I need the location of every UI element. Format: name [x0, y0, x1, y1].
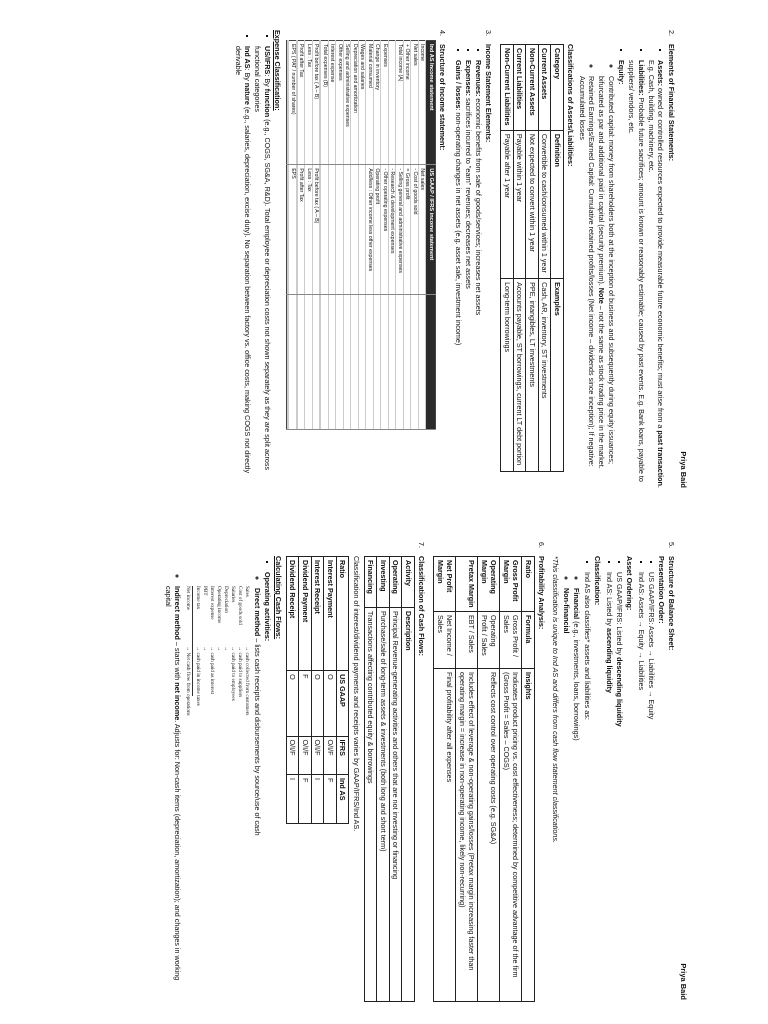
expenses-item: ▪ Expenses: sacrifices incurred to "earn" revenues; decreases net assets — [464, 60, 474, 490]
direct-method-flow — [184, 586, 250, 1002]
table-row: Current Liabilities Payable within 1 year Accounts payable, ST borrowings, current LT debt portion — [514, 45, 527, 472]
table-row: Gross Profit Margin Gross Profit / Sales Indicates product pricing vs. cost effectiveness; determined by competitive advantage of the firm (Gross Profit = Sales – COGS) — [500, 557, 522, 1002]
table-row: Material consumed Add/less : Other income less other expenses — [366, 41, 374, 430]
calculating-cash-flows-title: Calculating Cash Flows: — [274, 556, 283, 640]
table-row: Interest Payment O O/I/F F — [324, 557, 337, 824]
flow-row: PBT → — [202, 586, 209, 652]
table-header: Ind AS Income statement — [426, 41, 436, 165]
table-row: Income Net sales — [418, 41, 426, 430]
table-header: Ratio — [522, 557, 535, 612]
section-number: 7. — [417, 542, 427, 548]
table-row — [296, 41, 297, 430]
ind-as-item: ▪ Ind AS: By nature (e.g., salaries, depreciation, excise duty). No separation between factory vs. office costs, making COGS not directly derivable — [233, 46, 252, 490]
table-row: Total expenses (B) — [321, 41, 329, 430]
asset-liability-table — [501, 44, 565, 472]
table-row — [287, 41, 288, 430]
section-income-structure — [438, 30, 448, 490]
table-row: Total income (A) - Selling general and administrative expenses — [396, 41, 404, 430]
flow-row: Interest expense → cash paid as interest — [209, 586, 216, 695]
section-number: 6. — [537, 542, 547, 548]
list-item: ▪ Ind AS: Listed by ascending liquidity — [605, 572, 615, 1002]
table-header: Category — [551, 45, 564, 131]
table-row: Operating Margin Operating Profit / Sales Reflects cost control over operating costs (e.g. SG&A) — [478, 557, 500, 1002]
flow-row: Sales → cash collected from customers — [244, 586, 251, 716]
section-elements — [498, 30, 677, 490]
section-title: Income Statement Elements: — [484, 44, 494, 143]
table-row: Net Profit Margin Net Income / Sales Final profitability after all expenses — [434, 557, 456, 1002]
table-row: Current Assets Convertible to cash/consumed within 1 year Cash, AR, inventory, ST investments — [539, 45, 552, 472]
classification-note: *This classification is unique to Ind AS and differs from cash flow statement classifications. — [551, 556, 560, 843]
list-item: ▪ Ind AS also classifies* assets and liabilities as: ◦ Financial (e.g., investments, loans, borrowings) ◦ Non-financial — [562, 572, 592, 1002]
section-profitability — [431, 542, 547, 1002]
author-name: Priya Baid — [679, 451, 688, 488]
table-header: Activity — [402, 557, 415, 608]
section-title: Profitability Analysis: — [537, 556, 547, 630]
revenues-item: ▪ Revenues: economic benefits from sale of goods/services; increases net assets — [474, 60, 484, 490]
income-statement-table — [286, 40, 436, 430]
table-row — [320, 41, 321, 430]
table-row: Investing Purchase/sale of long-term assets & investments (both long and short term) — [377, 557, 390, 1002]
table-row: Less : Tax Less : Tax — [305, 41, 313, 430]
table-header: Definition — [551, 130, 564, 278]
dividend-intro: Classification of interest/dividend payments and receipts varies by GAAP/IFRS/Ind AS. — [352, 556, 361, 832]
table-row: Depreciation and amortization — [351, 41, 359, 430]
us-ifrs-item: ▪ US/IFRS: By function (e.g., COGS, SG&A, R&D). Total employee or depreciation costs not shown separately as they are split across functional categories — [253, 46, 272, 490]
liabilities-item: ▪ Liabilities: Probable future sacrifices; amount is known or reasonably estimable; caused by past events. E.g. Bank loans, payable to suppliers/ vendors, etc. — [627, 60, 646, 490]
equity-contributed: ◦ Contributed capital: money from shareholders both at the inception of business and subsequently during equity issuances; bifurcated as par and additional paid in capital (security premium). Note – not the same as stock trading price in the market. — [597, 76, 616, 490]
table-row: EPS ( PAT / number of shares) EPS — [289, 41, 297, 430]
table-row: Wages and salaries — [358, 41, 366, 430]
table-header: US GAAP / IFRS income statement — [426, 165, 436, 295]
table-row: Change in inventory Operating profit — [373, 41, 381, 430]
equity-retained: ◦ Retained Earnings/Earned Capital: Cumulative retained profits/losses (Net income – dividends since inception); If negative: Accumulated losses — [578, 76, 597, 490]
table-row: + Other income = Gross profit — [403, 41, 411, 430]
section-title: Elements of Financial Statements: — [667, 44, 676, 162]
table-row: Pretax Margin EBT / Sales Includes effect of leverage & non-operating gains/losses (Pretax margin increasing faster than operating margin = increase in non-operating income, likely non-recurring) — [456, 557, 478, 1002]
list-item: ▪ Ind AS: Assets → Equity → Liabilities — [637, 572, 647, 1002]
table-header: US GAAP — [337, 671, 350, 736]
income-statement-body — [287, 41, 426, 430]
section-balance-sheet — [551, 542, 677, 1002]
direct-method-item: ◦ Direct method – lists cash receipts and disbursements by source/use of cash — [253, 588, 263, 1002]
assets-item: ▪ Assets: owned or controlled resources expected to provide measurable future economic benefits; must arise from a past transaction. E.g. Cash, building, machinery, etc. — [647, 60, 666, 490]
table-row: Dividend Payment F O/I/F F — [299, 557, 312, 824]
table-row: Non-Current Liabilities Payable after 1 year Long-term borrowings — [501, 45, 514, 472]
table-row: Interest Receipt O O/I/F I — [312, 557, 325, 824]
section-title: Structure of Income statement: — [438, 44, 448, 151]
table-row: Selling and administrative expenses — [343, 41, 351, 430]
table-row: Profit after Tax Profit after Tax — [297, 41, 305, 430]
flow-divider — [192, 586, 193, 696]
table-row: Other expenses — [336, 41, 344, 430]
author-name: Priya Baid — [679, 963, 688, 1000]
table-header: Insights — [522, 669, 535, 1002]
section-title: Structure of Balance Sheet: — [667, 556, 676, 651]
table-row: - Research & development expenses — [388, 41, 396, 430]
section-number: 2. — [667, 30, 676, 36]
table-row: Financing Transactions affecting contributed equity & borrowings — [365, 557, 378, 1002]
table-header: Formula — [522, 612, 535, 669]
section-title: Classification of Cash Flows: — [417, 556, 427, 656]
section-number: 4. — [438, 30, 448, 36]
list-item: ◦ Non-financial — [562, 588, 572, 1002]
flow-row: Operating income → — [216, 586, 223, 652]
operating-activities-item: ▪ Operating activities: ◦ Direct method – lists cash receipts and disbursements by source/use of cash — [253, 572, 273, 1002]
table-header: IFRS — [337, 736, 350, 774]
list-item: ▪ US GAAP/IFRS: Listed by descending liquidity — [615, 572, 625, 1002]
flow-row: Salaries → cash paid to employees — [230, 586, 237, 701]
page-2 — [0, 512, 768, 1024]
gains-item: ▪ Gains / losses: non-operating changes in net assets (e.g. asset sale, investment income) — [454, 60, 464, 490]
asset-ordering-label: Asset Ordering: — [625, 556, 635, 611]
section-number: 3. — [484, 30, 494, 36]
table-row: Interest expense — [328, 41, 336, 430]
interest-dividend-table — [286, 556, 350, 824]
flow-row: Depreciation → — [223, 586, 230, 652]
table-header: Examples — [551, 279, 564, 472]
table-header: Ind AS — [337, 775, 350, 824]
table-row: Profit before tax ( A – B) Profit before tax ( A – B) — [312, 41, 320, 430]
flow-row: Cost of goods sold → cash paid to suppliers — [237, 586, 244, 698]
section-number: 5. — [667, 542, 676, 548]
profitability-table — [434, 556, 536, 1002]
classification-title: Classifications of Assets/Liabilities: — [566, 44, 576, 167]
classification-label: Classification: — [593, 556, 603, 606]
expense-classification-title: Expense Classification: — [273, 30, 283, 111]
table-row: Non-Current Assets Not expected to convert within 1 year PPE, intangibles, LT investments — [526, 45, 539, 472]
table-row: Operating Principal Revenue-generating activities and others that are not investing or financing — [390, 557, 403, 1002]
section-income-elements — [452, 30, 494, 490]
presentation-order-label: Presentation Order: — [657, 556, 667, 624]
table-row: Expenses - Other operating expenses — [381, 41, 389, 430]
table-header: Description — [402, 608, 415, 1002]
table-header: Ratio — [337, 557, 350, 671]
table-row: Net sales - Cost of goods sold — [411, 41, 419, 430]
flow-row-net: Net income → Net cash flow from operations — [185, 586, 192, 716]
equity-item: ▪ Equity: ◦ Contributed capital: money from shareholders both at the inception of business and subsequently during equity issuances; bifurcated as par and additional paid in capital (security premium). Note – not the same as stock trading price in the market. ◦ Retained Earnings/Earned Capital: Cumulative retained profits/losses (Net income – dividends since inception); If negative: Accumulated losses — [578, 60, 627, 490]
list-item: ▪ US GAAP/IFRS: Assets → Liabilities → Equity — [647, 572, 657, 1002]
table-row: Dividend Receipt O O/I/F I — [287, 557, 300, 824]
section-cash-flows — [161, 542, 426, 1002]
cash-flow-table — [364, 556, 415, 1002]
list-item: ◦ Financial (e.g., investments, loans, borrowings) — [572, 588, 582, 1002]
indirect-method-item: ◦ Indirect method – starts with net income. Adjusts for: Non-cash items (depreciation, amortization); and changes in working capital — [163, 586, 182, 1002]
flow-row: Income tax → cash paid in income taxes — [195, 586, 202, 706]
